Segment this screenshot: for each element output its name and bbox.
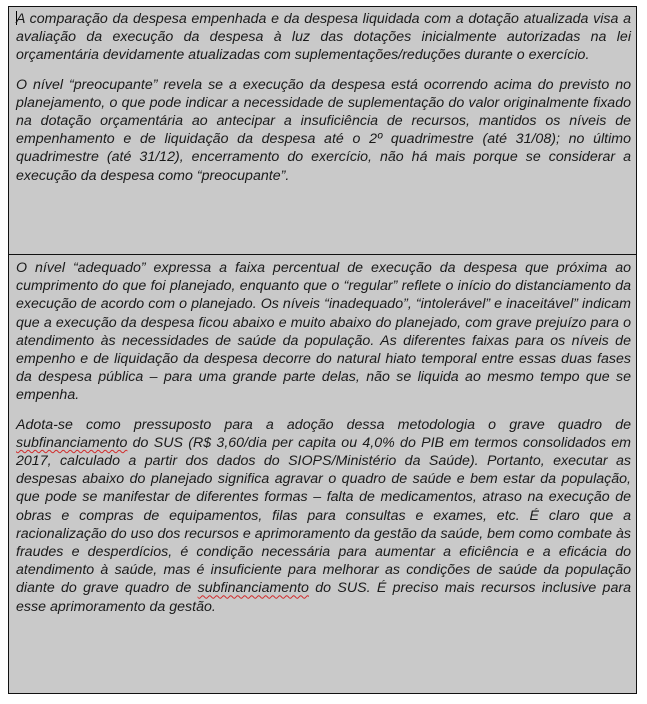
spellcheck-word[interactable]: subfinanciamento bbox=[197, 580, 309, 597]
paragraph-text-a: Adota-se como pressuposto para a adoção dessa metodologia o grave quadro de bbox=[16, 416, 631, 433]
text-section-bottom bbox=[9, 256, 636, 693]
paragraph-adequado: O nível “adequado” expressa a faixa percentual de execução da despesa que próxima ao cumprimento do que foi planejado, enquanto que o “regular” reflete o início do distanciamento da execução de acordo com o planejado. Os níveis “inadequado”, “intolerável” e inaceitável” indicam que a execução da despesa ficou abaixo e muito abaixo do planejado, com grave prejuízo para o atendimento às necessidades de saúde da população. As diferentes faixas para os níveis de empenho e de liquidação da despesa decorre do natural hiato temporal entre essas duas fases da despesa pública – para uma grande parte delas, não se liquida ao mesmo tempo que se empenha. bbox=[16, 260, 631, 404]
paragraph-comparison bbox=[16, 10, 631, 65]
paragraph-text-b: do SUS (R$ 3,60/dia per capita ou 4,0% do PIB em termos consolidados em 2017, calculado a partir dos dados do SIOPS/Ministério da Saúde). Portanto, executar as despesas abaixo do planejado significa agravar o quadro de saúde e bem estar da população, que pode se manifestar de diferentes formas – falta de medicamentos, atraso na execução de obras e compras de equipamentos, filas para consultas e exames, etc. É claro que a racionalização do uso dos recursos e aprimoramento da gestão da saúde, bem como combate às fraudes e desperdícios, é condição necessária para aumentar a eficiência e a eficácia do atendimento à saúde, mas é insuficiente para melhorar as condições de saúde da população diante do grave quadro de bbox=[16, 434, 631, 597]
text-section-top bbox=[9, 7, 636, 255]
paragraph-subfinanciamento bbox=[16, 416, 631, 616]
paragraph-comparison-text: A comparação da despesa empenhada e da despesa liquidada com a dotação atualizada visa a avaliação da execução da despesa à luz das dotações inicialmente autorizadas na lei orçamentária devidamente atualizadas com suplementações/reduções durante o exercício. bbox=[16, 11, 631, 64]
document-text-box bbox=[8, 6, 637, 694]
paragraph-text-c: do SUS. É preciso mais recursos inclusive para esse aprimoramento da gestão. bbox=[16, 580, 631, 615]
spellcheck-word[interactable]: subfinanciamento bbox=[16, 434, 128, 451]
paragraph-preocupante: O nível “preocupante” revela se a execução da despesa está ocorrendo acima do previsto no planejamento, o que pode indicar a necessidade de suplementação do valor originalmente fixado na dotação orçamentária ao antecipar a insuficiência de recursos, mantidos os níveis de empenhamento e de liquidação da despesa até o 2º quadrimestre (até 31/08); no último quadrimestre (até 31/12), encerramento do exercício, não há mais porque se considerar a execução da despesa como “preocupante”. bbox=[16, 76, 631, 184]
